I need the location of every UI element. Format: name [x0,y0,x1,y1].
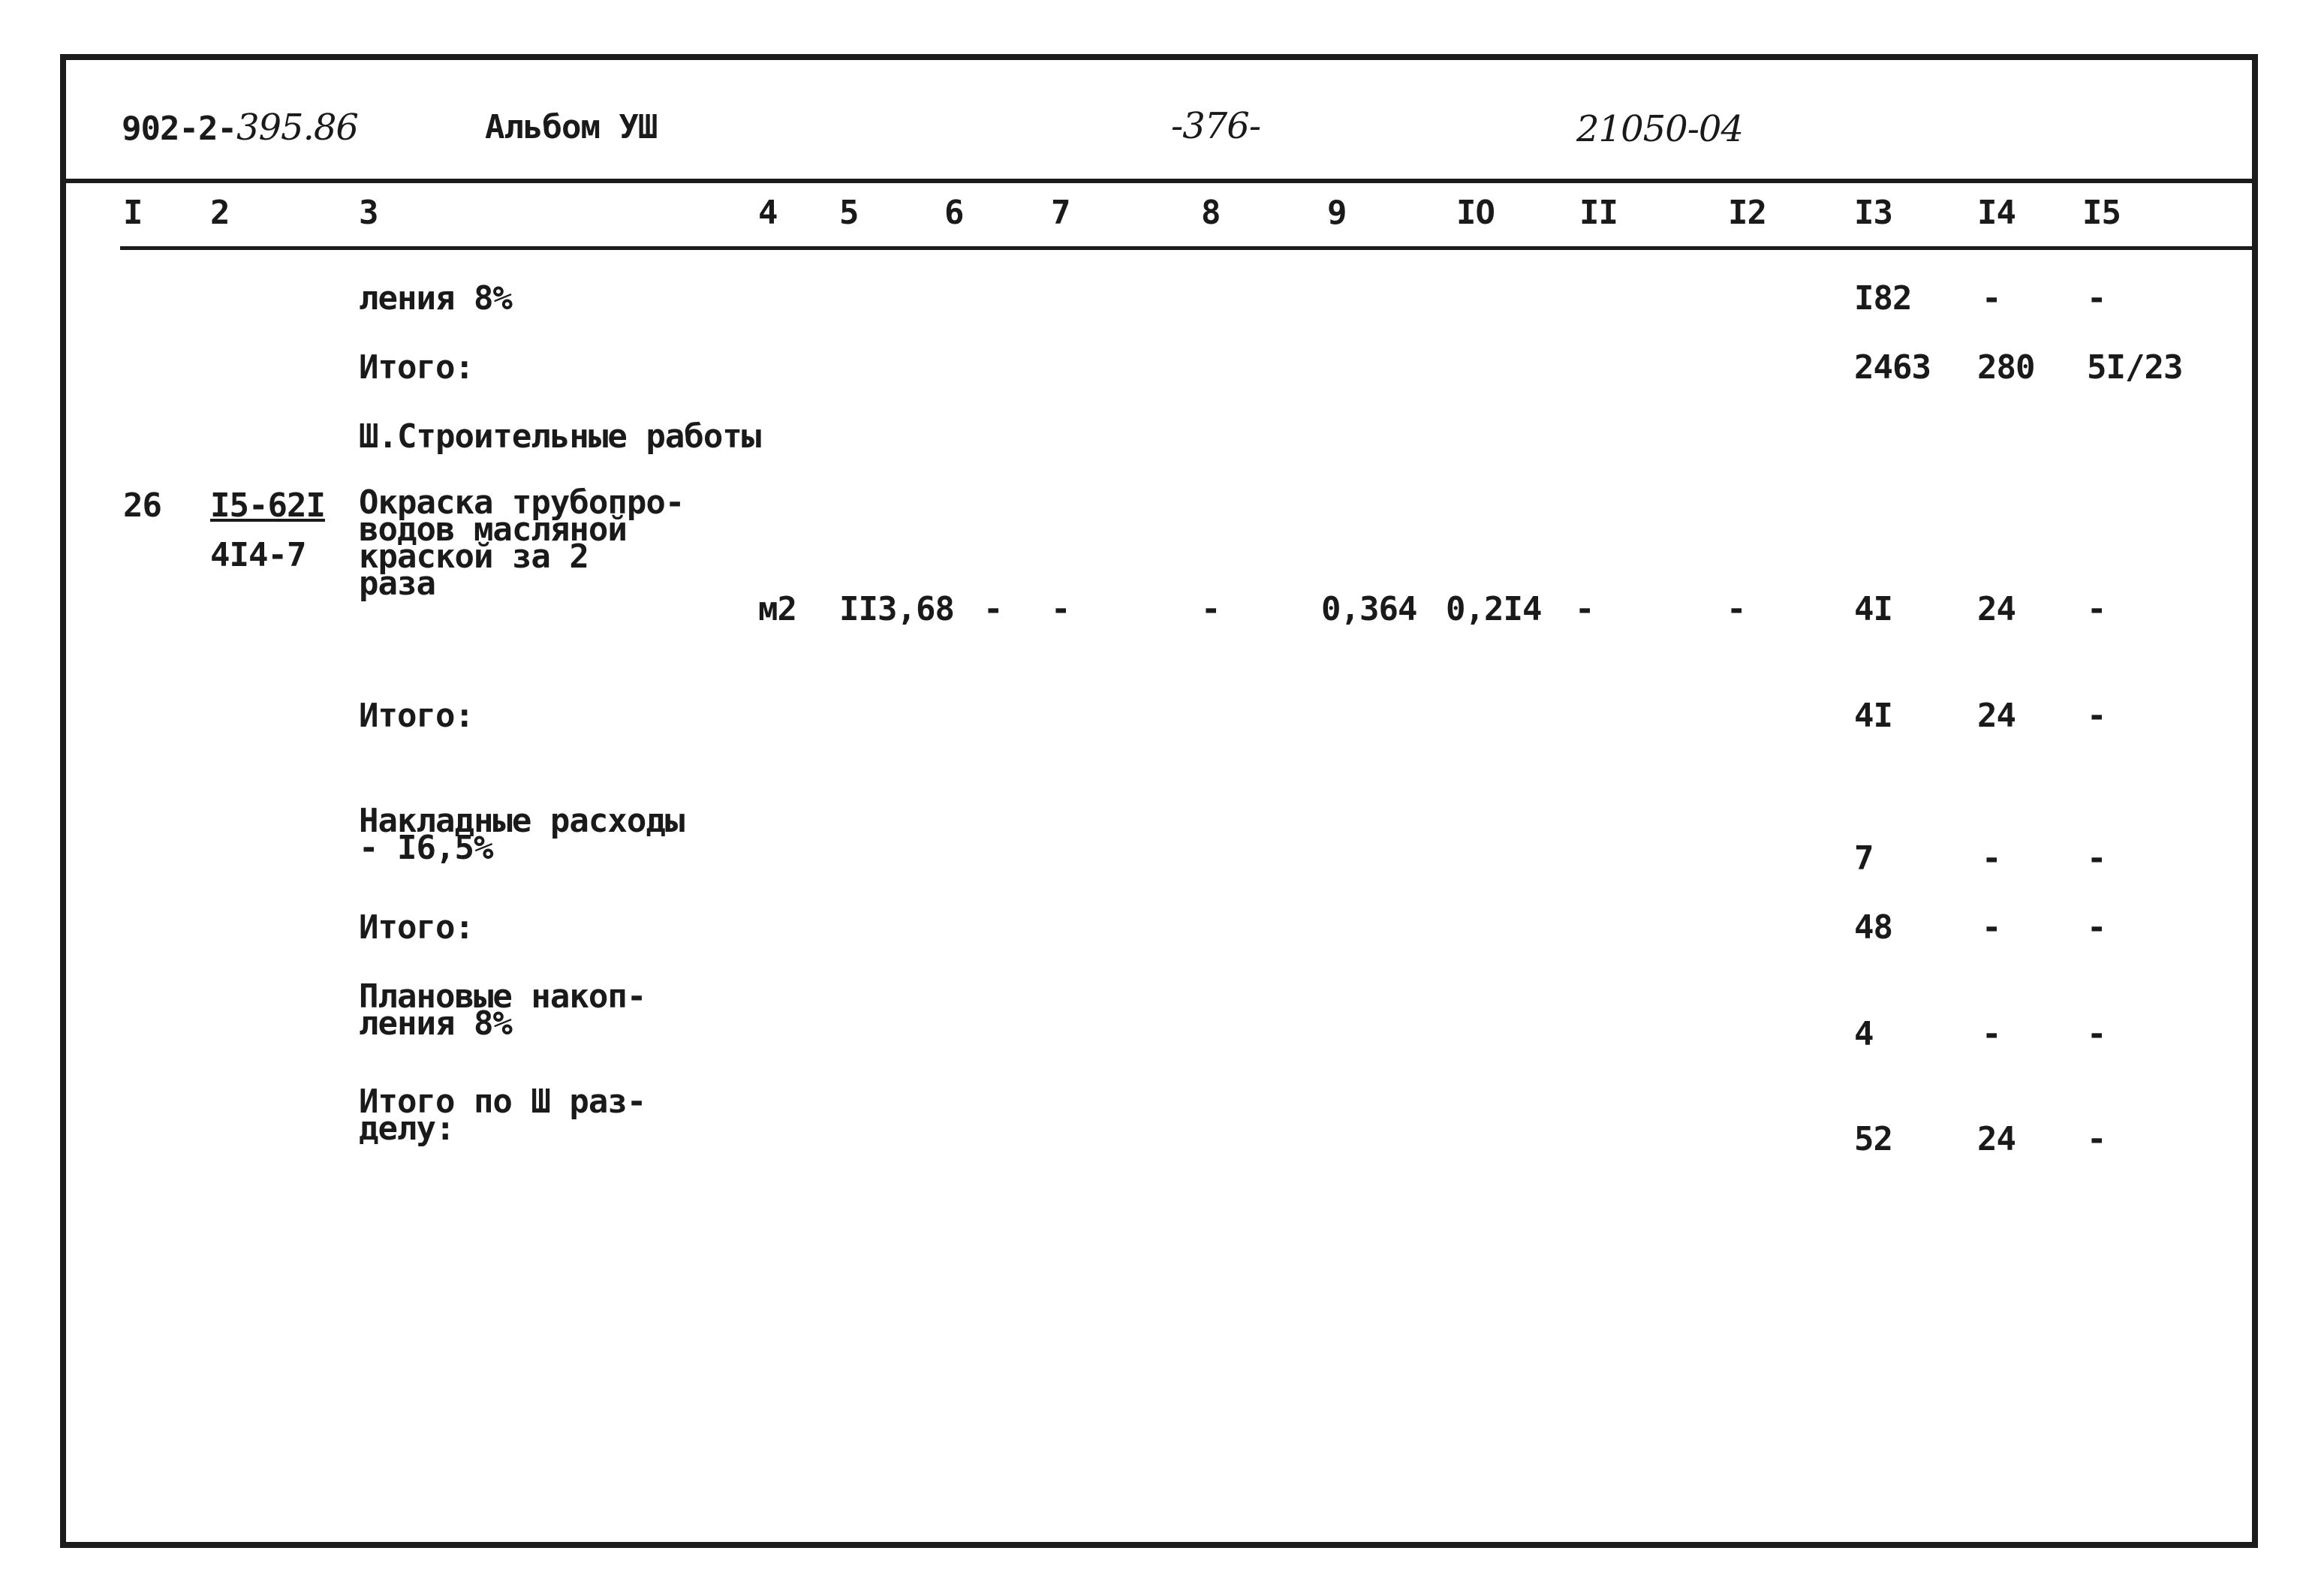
cell-col4: м2 [758,590,796,628]
col-header-11: II [1579,194,1618,232]
cell-col13: 52 [1854,1120,1892,1158]
cell-col11: - [1575,590,1594,628]
cell-col14: 24 [1977,590,2015,628]
cell-col13: 2463 [1854,348,1931,387]
item-number: 26 [123,486,161,525]
series-number [122,107,358,149]
col-header-4: 4 [758,194,778,232]
document-code: 21050-04 [1576,108,1743,150]
col-header-15: I5 [2082,194,2121,232]
col-header-10: IO [1456,194,1495,232]
cell-col13: 4I [1854,697,1892,735]
row-description: Итого по Ш раз- делу: [359,1083,646,1148]
cell-col15: 5I/23 [2087,348,2183,387]
cell-col14: - [1982,279,2001,318]
cell-col14: - [1982,1015,2001,1053]
cell-col13: 4I [1854,590,1892,628]
album-title: Альбом УШ [485,108,658,146]
col-header-7: 7 [1051,194,1070,232]
cell-col14: 24 [1977,697,2015,735]
norm-code: I5-62I [210,486,325,525]
row-description: Итого: [359,697,474,735]
col-header-8: 8 [1201,194,1221,232]
cell-col14: 24 [1977,1120,2015,1158]
col-header-1: I [123,194,143,232]
cell-col14: 280 [1977,348,2035,387]
cell-col15: - [2087,279,2106,318]
series-prefix: 902-2- [122,110,236,148]
cell-col15: - [2087,590,2106,628]
header-rule [63,179,2255,183]
cell-col15: - [2087,1120,2106,1158]
cell-col13: 4 [1854,1015,1874,1053]
row-description: Плановые накоп- ления 8% [359,977,646,1043]
cell-col13: 7 [1854,839,1874,878]
cell-col8: - [1201,590,1221,628]
col-header-6: 6 [944,194,964,232]
cell-col15: - [2087,908,2106,947]
cell-col7: - [1051,590,1070,628]
cell-col5: II3,68 [839,590,954,628]
col-header-13: I3 [1854,194,1892,232]
cell-col15: - [2087,1015,2106,1053]
col-header-9: 9 [1327,194,1347,232]
row-description: Итого: [359,908,474,947]
series-handwritten: 395.86 [236,107,358,149]
page-frame [60,54,2258,1548]
col-header-5: 5 [839,194,859,232]
row-description: Окраска трубопро- водов масляной краской за 2 раза [359,483,685,603]
row-description: Итого: [359,348,474,387]
cell-col15: - [2087,697,2106,735]
price-code: 4I4-7 [210,536,306,574]
cell-col9: 0,364 [1321,590,1417,628]
col-header-12: I2 [1728,194,1766,232]
cell-col13: 48 [1854,908,1892,947]
col-header-3: 3 [359,194,378,232]
page-number: -376- [1171,105,1261,147]
column-header-rule [120,246,2255,250]
cell-col15: - [2087,839,2106,878]
cell-col14: - [1982,908,2001,947]
section-title: Ш.Строительные работы [359,417,761,456]
cell-col10: 0,2I4 [1446,590,1542,628]
col-header-14: I4 [1977,194,2015,232]
cell-col13: I82 [1854,279,1912,318]
row-description: Накладные расходы - I6,5% [359,802,685,867]
cell-col6: - [983,590,1003,628]
row-description: ления 8% [359,279,512,318]
col-header-2: 2 [210,194,230,232]
cell-col12: - [1726,590,1746,628]
cell-col14: - [1982,839,2001,878]
